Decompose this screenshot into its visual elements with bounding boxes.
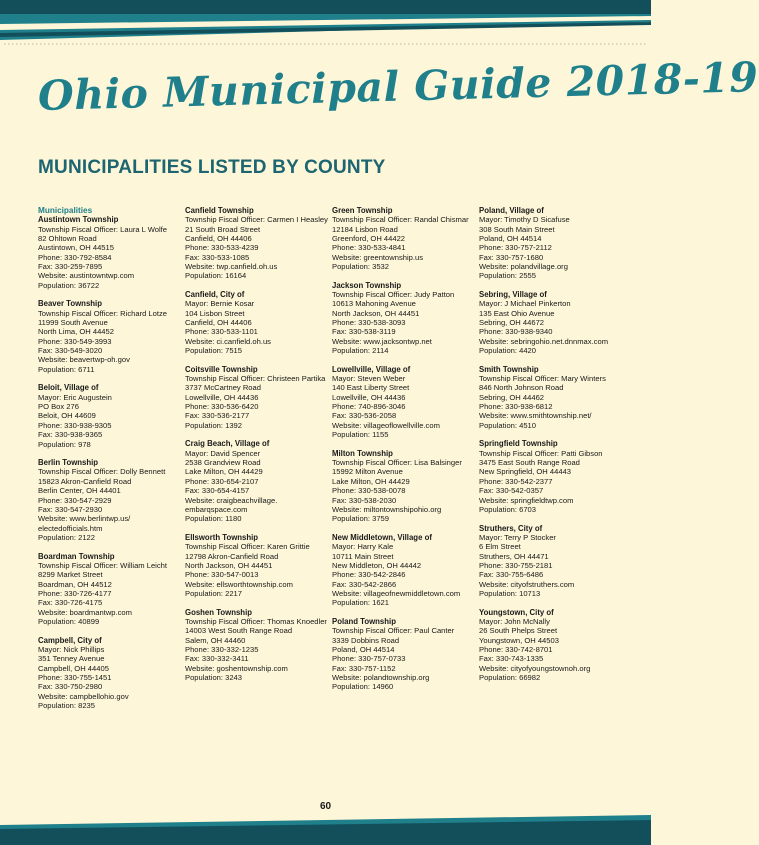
- listing-name: Poland Township: [332, 616, 396, 626]
- listing-entry: [38, 215, 178, 290]
- listing-detail: 135 East Ohio Avenue: [479, 308, 555, 318]
- listing-detail: Fax: 330-259-7895: [38, 262, 103, 272]
- listing-detail: Lowellville, OH 44436: [332, 392, 406, 402]
- listing-detail: Phone: 330-536-6420: [185, 402, 259, 412]
- listing-detail: 26 South Phelps Street: [479, 626, 558, 636]
- listing-detail: Population: 1180: [185, 514, 242, 524]
- listing-detail: North Jackson, OH 44451: [332, 308, 420, 318]
- listing-detail: Mayor: Harry Kale: [332, 542, 394, 552]
- listing-detail: Mayor: Timothy D Sicafuse: [479, 215, 570, 225]
- listing-detail: Population: 1392: [185, 420, 243, 430]
- listing-detail: Website: www.jacksontwp.net: [332, 336, 432, 346]
- column-4: [479, 206, 619, 692]
- listing-entry: [185, 365, 325, 430]
- listing-detail: Population: 16164: [185, 271, 247, 281]
- listing-name: Goshen Township: [185, 607, 252, 617]
- listing-detail: Website: polandvillage.org: [479, 262, 568, 272]
- listing-detail: Website: www.berlintwp.us/: [38, 514, 131, 524]
- listing-detail: Population: 8235: [38, 700, 96, 710]
- listing-detail: Website: craigbeachvillage.: [185, 495, 278, 505]
- listing-detail: Website: ci.canfield.oh.us: [185, 336, 271, 346]
- listing-detail: Fax: 330-536-2177: [185, 411, 250, 421]
- listing-detail: 3475 East South Range Road: [479, 458, 580, 468]
- listing-detail: Phone: 330-547-0013: [185, 570, 259, 580]
- footer-decoration: [0, 815, 651, 845]
- listing-detail: Phone: 330-533-4239: [185, 243, 259, 253]
- listing-detail: Poland, OH 44514: [479, 234, 542, 244]
- subheading: Municipalities: [38, 206, 93, 215]
- listing-detail: Phone: 330-757-0733: [332, 654, 406, 664]
- listing-entry: [38, 299, 178, 374]
- listing-detail: Township Fiscal Officer: Paul Canter: [332, 626, 455, 636]
- listing-detail: Fax: 330-533-1085: [185, 252, 250, 262]
- listing-detail: Fax: 330-726-4175: [38, 598, 103, 608]
- listing-detail: Mayor: Terry P Stocker: [479, 532, 556, 542]
- listing-detail: Fax: 330-757-1680: [479, 252, 544, 262]
- listing-name: Austintown Township: [38, 215, 119, 225]
- listing-detail: electedofficials.htm: [38, 523, 103, 533]
- listing-detail: Fax: 330-750-2980: [38, 682, 103, 692]
- listing-name: Canfield Township: [185, 206, 254, 215]
- listing-detail: Township Fiscal Officer: Randal Chismar: [332, 215, 469, 225]
- listing-detail: 351 Tenney Avenue: [38, 654, 105, 664]
- listing-detail: Township Fiscal Officer: Carmen I Heasley: [185, 215, 328, 225]
- listing-detail: Township Fiscal Officer: Christeen Partika: [185, 374, 326, 384]
- listing-detail: Population: 4510: [479, 420, 537, 430]
- listing-detail: Fax: 330-536-2058: [332, 411, 397, 421]
- listing-entry: [479, 206, 619, 281]
- listing-detail: Phone: 330-755-2181: [479, 560, 553, 570]
- listing-name: Smith Township: [479, 364, 539, 374]
- listing-detail: Youngstown, OH 44503: [479, 635, 559, 645]
- listing-detail: 3737 McCartney Road: [185, 383, 261, 393]
- listing-detail: Website: campbellohio.gov: [38, 691, 129, 701]
- listing-detail: Fax: 330-743-1335: [479, 654, 544, 664]
- listing-detail: Township Fiscal Officer: Dolly Bennett: [38, 467, 166, 477]
- listing-detail: Population: 3532: [332, 262, 390, 272]
- listing-detail: Fax: 330-332-3411: [185, 654, 249, 664]
- column-3: [332, 206, 472, 701]
- listing-detail: Population: 978: [38, 439, 91, 449]
- listing-detail: Phone: 740-896-3046: [332, 402, 406, 412]
- listing-entry: [38, 458, 178, 542]
- listing-detail: New Springfield, OH 44443: [479, 467, 572, 477]
- listing-detail: Phone: 330-547-2929: [38, 495, 112, 505]
- listing-detail: 15823 Akron-Canfield Road: [38, 476, 132, 486]
- listing-name: Ellsworth Township: [185, 532, 259, 542]
- listing-detail: PO Box 276: [38, 402, 79, 412]
- listing-entry: [185, 533, 325, 598]
- listing-name: Coitsville Township: [185, 364, 258, 374]
- listing-detail: Population: 14960: [332, 682, 394, 692]
- listing-detail: North Jackson, OH 44451: [185, 560, 273, 570]
- listing-detail: embarqspace.com: [185, 504, 248, 514]
- listing-detail: 104 Lisbon Street: [185, 308, 245, 318]
- listing-detail: 2538 Grandview Road: [185, 458, 261, 468]
- listing-entry: [479, 290, 619, 355]
- listing-detail: Population: 4420: [479, 346, 537, 356]
- listing-detail: Mayor: John McNally: [479, 616, 550, 626]
- listing-name: Canfield, City of: [185, 290, 245, 300]
- listing-detail: 308 South Main Street: [479, 224, 555, 234]
- listing-detail: Website: boardmantwp.com: [38, 607, 132, 617]
- listing-detail: Township Fiscal Officer: William Leicht: [38, 560, 167, 570]
- listing-entry: [479, 439, 619, 514]
- listing-detail: Mayor: Eric Augustein: [38, 392, 112, 402]
- listing-detail: Salem, OH 44460: [185, 635, 246, 645]
- listing-detail: Lake Milton, OH 44429: [185, 467, 263, 477]
- section-heading: MUNICIPALITIES LISTED BY COUNTY: [38, 157, 386, 178]
- listing-detail: Township Fiscal Officer: Richard Lotze: [38, 308, 168, 318]
- listing-name: Milton Township: [332, 448, 393, 458]
- listing-detail: Website: villageoflowellville.com: [332, 420, 440, 430]
- listing-detail: Fax: 330-542-2866: [332, 579, 397, 589]
- listing-name: Boardman Township: [38, 551, 115, 561]
- listing-detail: Phone: 330-792-8584: [38, 252, 112, 262]
- listing-detail: Population: 1621: [332, 598, 390, 608]
- listing-detail: Lowellville, OH 44436: [185, 392, 259, 402]
- listing-detail: Population: 3759: [332, 514, 390, 524]
- listing-detail: Phone: 330-538-0078: [332, 486, 406, 496]
- page-title: Ohio Municipal Guide 2018-19: [37, 53, 759, 120]
- listing-entry: [332, 533, 472, 608]
- listing-detail: Phone: 330-549-3993: [38, 336, 112, 346]
- listing-entry: [185, 608, 325, 683]
- listing-name: Youngstown, City of: [479, 607, 554, 617]
- listing-name: Lowellville, Village of: [332, 364, 411, 374]
- listing-detail: Website: ellsworthtownship.com: [185, 579, 293, 589]
- listing-detail: Fax: 330-549-3020: [38, 346, 103, 356]
- listing-detail: Berlin Center, OH 44401: [38, 486, 121, 496]
- listing-name: New Middletown, Village of: [332, 532, 432, 542]
- listing-detail: Phone: 330-533-4841: [332, 243, 406, 253]
- listing-detail: 82 Ohltown Road: [38, 234, 97, 244]
- listing-detail: Website: beavertwp-oh.gov: [38, 355, 130, 365]
- listing-detail: Fax: 330-755-6486: [479, 570, 544, 580]
- listing-entry: [479, 608, 619, 683]
- listing-detail: Phone: 330-938-6812: [479, 402, 553, 412]
- listing-detail: Fax: 330-542-0357: [479, 486, 544, 496]
- listing-detail: Phone: 330-538-3093: [332, 318, 406, 328]
- listing-detail: Mayor: J Michael Pinkerton: [479, 299, 571, 309]
- listing-detail: Website: springfieldtwp.com: [479, 495, 574, 505]
- listing-detail: Mayor: Nick Phillips: [38, 644, 105, 654]
- listing-name: Beloit, Village of: [38, 383, 99, 393]
- listing-detail: Phone: 330-938-9340: [479, 327, 553, 337]
- listing-entry: [332, 449, 472, 524]
- listing-detail: Lake Milton, OH 44429: [332, 476, 410, 486]
- listing-detail: 10613 Mahoning Avenue: [332, 299, 416, 309]
- listing-detail: Phone: 330-742-8701: [479, 644, 553, 654]
- listing-detail: Population: 2122: [38, 532, 96, 542]
- listing-detail: Boardman, OH 44512: [38, 579, 112, 589]
- listing-detail: Phone: 330-726-4177: [38, 588, 112, 598]
- listing-detail: 11999 South Avenue: [38, 318, 108, 328]
- listing-detail: Population: 2555: [479, 271, 537, 281]
- listing-detail: Poland, OH 44514: [332, 644, 395, 654]
- listing-detail: 12184 Lisbon Road: [332, 224, 398, 234]
- listing-detail: 140 East Liberty Street: [332, 383, 410, 393]
- listing-detail: Campbell, OH 44405: [38, 663, 109, 673]
- listing-detail: Mayor: Bernie Kosar: [185, 299, 255, 309]
- column-2: [185, 206, 328, 692]
- listing-entry: [479, 524, 619, 599]
- listing-name: Sebring, Village of: [479, 290, 547, 300]
- listing-entry: [332, 206, 472, 271]
- listing-detail: Website: twp.canfield.oh.us: [185, 262, 278, 272]
- listing-detail: 21 South Broad Street: [185, 224, 261, 234]
- listing-detail: Township Fiscal Officer: Mary Winters: [479, 374, 606, 384]
- listing-detail: Phone: 330-757-2112: [479, 243, 552, 253]
- listing-entry: [38, 636, 178, 711]
- listing-name: Green Township: [332, 206, 393, 215]
- listing-detail: 14003 West South Range Road: [185, 626, 293, 636]
- listing-detail: Canfield, OH 44406: [185, 234, 252, 244]
- listing-detail: Township Fiscal Officer: Patti Gibson: [479, 448, 603, 458]
- listing-detail: Phone: 330-654-2107: [185, 476, 259, 486]
- listing-detail: Website: cityofstruthers.com: [479, 579, 575, 589]
- listing-name: Berlin Township: [38, 458, 99, 468]
- listing-detail: Fax: 330-547-2930: [38, 504, 103, 514]
- listing-detail: Website: www.smithtownship.net/: [479, 411, 592, 421]
- listing-detail: Township Fiscal Officer: Laura L Wolfe: [38, 224, 168, 234]
- listing-entry: [38, 552, 178, 627]
- listing-detail: 3339 Dobbins Road: [332, 635, 400, 645]
- listing-name: Craig Beach, Village of: [185, 439, 270, 449]
- listing-detail: Website: greentownship.us: [332, 252, 424, 262]
- listing-detail: 6 Elm Street: [479, 542, 521, 552]
- listing-detail: North Lima, OH 44452: [38, 327, 114, 337]
- listing-detail: Township Fiscal Officer: Judy Patton: [332, 290, 455, 300]
- listing-name: Campbell, City of: [38, 635, 102, 645]
- listing-name: Struthers, City of: [479, 523, 543, 533]
- listing-detail: Township Fiscal Officer: Lisa Balsinger: [332, 458, 462, 468]
- listing-detail: Fax: 330-654-4157: [185, 486, 250, 496]
- listing-name: Jackson Township: [332, 280, 402, 290]
- listing-entry: [185, 206, 328, 281]
- listing-detail: Website: miltontownshipohio.org: [332, 504, 442, 514]
- listing-detail: Population: 3243: [185, 672, 243, 682]
- listing-detail: Fax: 330-938-9365: [38, 430, 103, 440]
- listing-entry: [332, 617, 472, 692]
- listing-name: Poland, Village of: [479, 206, 544, 215]
- listing-detail: Phone: 330-332-1235: [185, 644, 259, 654]
- listing-detail: Mayor: Steven Weber: [332, 374, 406, 384]
- listing-detail: Fax: 330-757-1152: [332, 663, 396, 673]
- listing-detail: Population: 40899: [38, 616, 100, 626]
- listing-detail: Website: polandtownship.org: [332, 672, 430, 682]
- listing-detail: 12798 Akron-Canfield Road: [185, 551, 279, 561]
- listing-detail: Website: austintowntwp.com: [38, 271, 135, 281]
- column-1: [38, 206, 178, 720]
- listing-detail: Sebring, OH 44672: [479, 318, 545, 328]
- listing-detail: Population: 1155: [332, 430, 389, 440]
- listing-entry: [185, 439, 325, 523]
- listing-detail: 846 North Johnson Road: [479, 383, 564, 393]
- listing-detail: Fax: 330-538-3119: [332, 327, 396, 337]
- listing-detail: Greenford, OH 44422: [332, 234, 406, 244]
- listing-detail: 15992 Milton Avenue: [332, 467, 403, 477]
- listing-detail: Phone: 330-542-2377: [479, 476, 553, 486]
- listing-entry: [38, 383, 178, 448]
- listing-detail: Township Fiscal Officer: Karen Grittie: [185, 542, 310, 552]
- listing-detail: Phone: 330-533-1101: [185, 327, 258, 337]
- listing-entry: [185, 290, 325, 355]
- listing-detail: Austintown, OH 44515: [38, 243, 114, 253]
- listing-detail: Population: 36722: [38, 280, 100, 290]
- listing-name: Springfield Township: [479, 439, 558, 449]
- listing-detail: Website: goshentownship.com: [185, 663, 288, 673]
- listing-detail: Beloit, OH 44609: [38, 411, 96, 421]
- listing-detail: Fax: 330-538-2030: [332, 495, 397, 505]
- listing-detail: Sebring, OH 44462: [479, 392, 545, 402]
- listing-detail: Phone: 330-542-2846: [332, 570, 406, 580]
- page-number: 60: [319, 801, 332, 812]
- listing-detail: 8299 Market Street: [38, 570, 103, 580]
- listing-detail: Mayor: David Spencer: [185, 448, 261, 458]
- listing-detail: Canfield, OH 44406: [185, 318, 252, 328]
- listing-detail: Phone: 330-755-1451: [38, 672, 112, 682]
- listing-name: Beaver Township: [38, 299, 102, 309]
- listing-detail: 10711 Main Street: [332, 551, 394, 561]
- listing-entry: [332, 365, 472, 440]
- listing-detail: Population: 7515: [185, 346, 243, 356]
- listing-detail: Population: 2114: [332, 346, 389, 356]
- listing-detail: Phone: 330-938-9305: [38, 420, 112, 430]
- listing-detail: Population: 6711: [38, 364, 95, 374]
- listing-detail: Website: sebringohio.net.dnnmax.com: [479, 336, 609, 346]
- listing-detail: Website: villageofnewmiddletown.com: [332, 588, 461, 598]
- listing-detail: Population: 10713: [479, 588, 541, 598]
- listing-detail: Population: 66982: [479, 672, 541, 682]
- listing-entry: [332, 281, 472, 356]
- listing-entry: [479, 365, 619, 430]
- listing-detail: Population: 6703: [479, 504, 537, 514]
- listing-detail: New Middleton, OH 44442: [332, 560, 422, 570]
- listing-detail: Population: 2217: [185, 588, 243, 598]
- header-decoration: [0, 0, 651, 60]
- listing-detail: Struthers, OH 44471: [479, 551, 549, 561]
- listing-detail: Website: cityofyoungstownoh.org: [479, 663, 591, 673]
- listing-detail: Township Fiscal Officer: Thomas Knoedler: [185, 616, 327, 626]
